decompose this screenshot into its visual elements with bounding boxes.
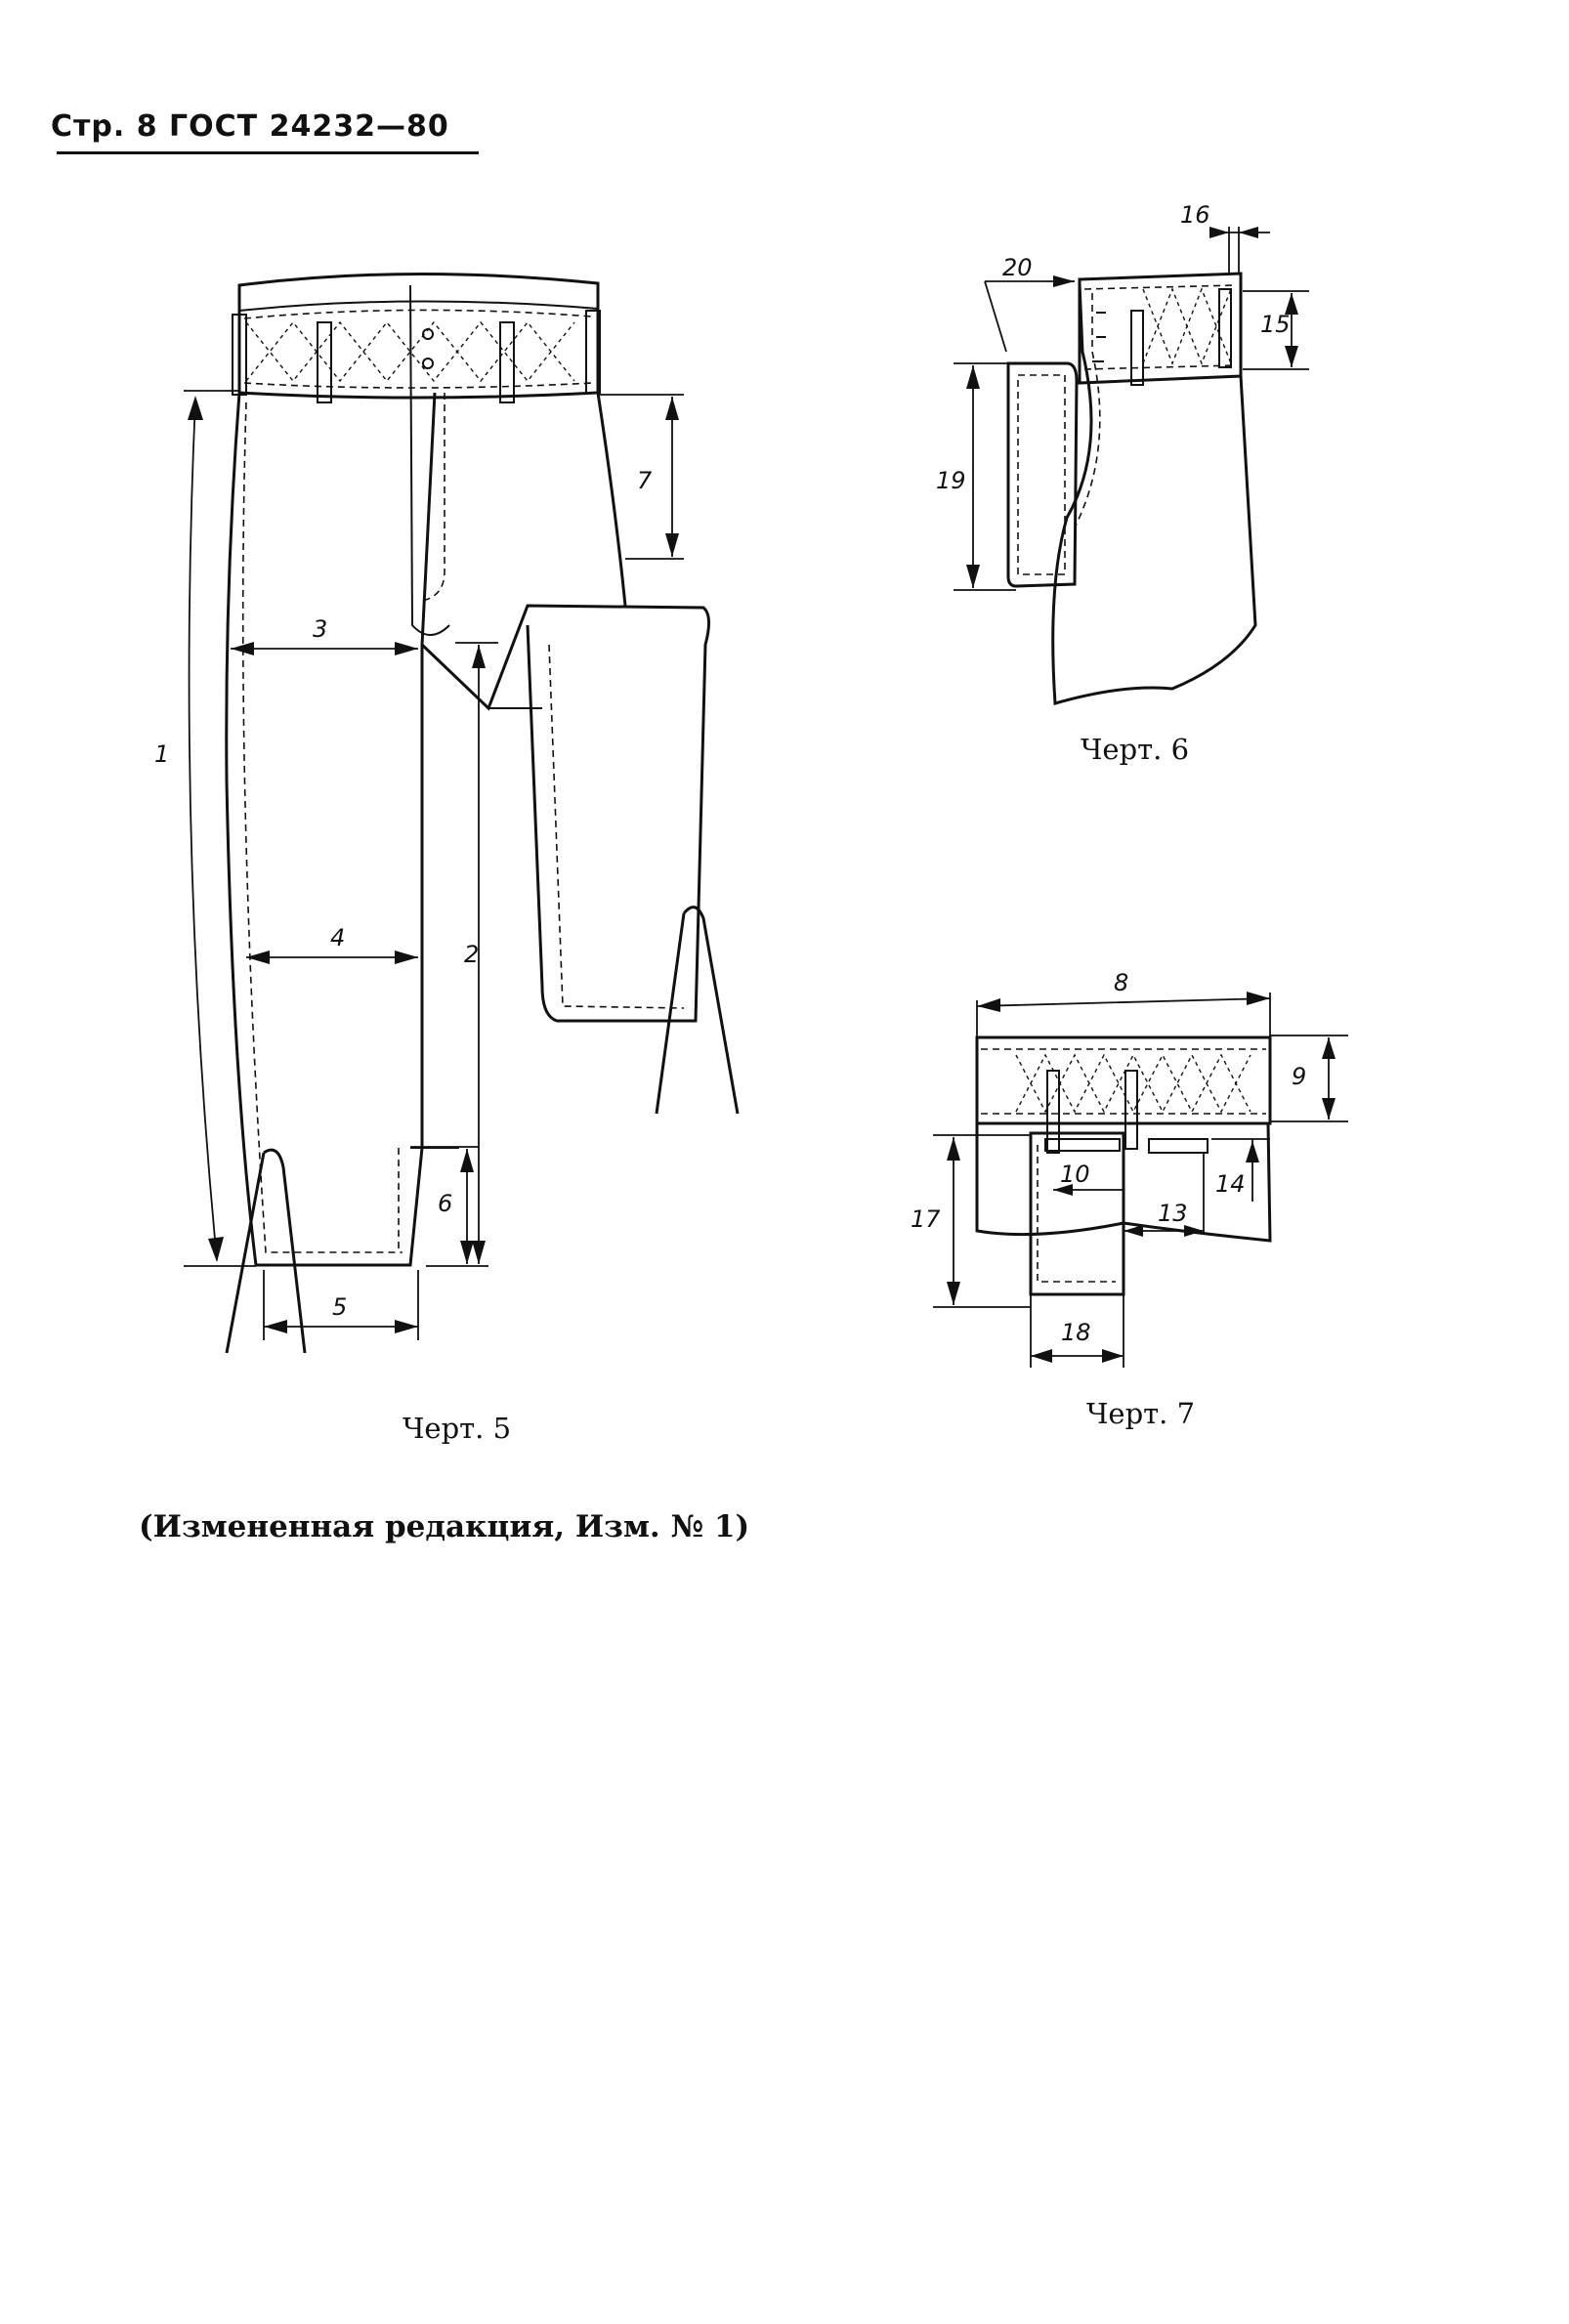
dim-label: 4	[330, 924, 346, 951]
figure-6-detail	[936, 201, 1309, 703]
dim-label: 10	[1060, 1161, 1090, 1188]
fig5-button	[423, 359, 433, 368]
dim-label: 9	[1292, 1063, 1307, 1090]
page-label: Стр. 8	[51, 109, 158, 144]
dim-label: 14	[1215, 1170, 1246, 1198]
figure-6-caption: Черт. 6	[1081, 733, 1190, 766]
dim-label: 15	[1260, 311, 1291, 338]
dim-label: 3	[313, 615, 328, 643]
fig7-pocket-bag	[1031, 1133, 1124, 1294]
dim-label: 8	[1114, 969, 1129, 996]
dim-label: 18	[1061, 1319, 1091, 1346]
fig7-dimension-labels	[911, 969, 1306, 1346]
fig6-dimension-labels	[936, 201, 1291, 494]
dim-label: 16	[1180, 201, 1210, 229]
dim-label: 20	[1002, 254, 1033, 281]
fig5-left-leg	[227, 393, 435, 1265]
standard-number: ГОСТ 24232—80	[169, 109, 449, 144]
figure-5-trousers	[154, 274, 738, 1353]
dim-label: 19	[936, 467, 966, 494]
figure-7-caption: Черт. 7	[1086, 1397, 1196, 1430]
fig5-hem-tapes	[227, 908, 738, 1353]
fig6-trouser-body	[1053, 283, 1255, 703]
fig7-waistband	[977, 1037, 1270, 1123]
figure-5-caption: Черт. 5	[403, 1412, 512, 1445]
dim-label: 17	[911, 1205, 941, 1233]
fig5-dimension-lines	[184, 391, 684, 1340]
fig5-belt-loops	[233, 311, 600, 402]
dim-label: 13	[1158, 1200, 1188, 1227]
fig5-right-side	[598, 393, 625, 606]
fig7-tab	[1149, 1139, 1208, 1153]
dim-label: 1	[154, 740, 170, 768]
figure-7-detail	[911, 969, 1348, 1368]
dim-label: 5	[332, 1293, 348, 1321]
amendment-note: (Измененная редакция, Изм. № 1)	[139, 1509, 750, 1544]
dim-label: 7	[637, 467, 653, 494]
dim-label: 6	[438, 1190, 453, 1217]
fig7-dimension-lines	[933, 992, 1348, 1368]
dim-label: 2	[464, 941, 480, 968]
fig5-waistband	[239, 274, 598, 398]
